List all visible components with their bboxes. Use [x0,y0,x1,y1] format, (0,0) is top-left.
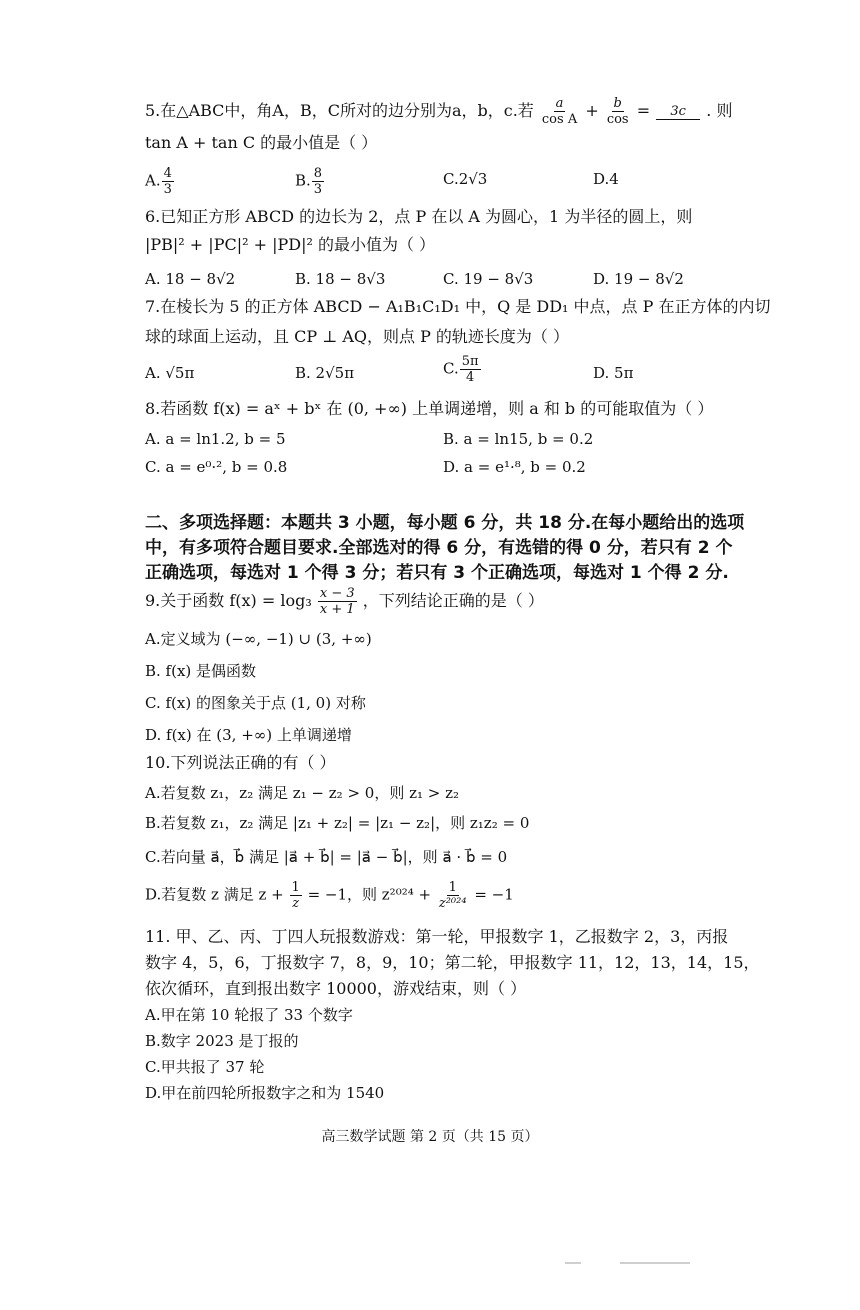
q9-fraction: $\frac{x - 3}{x + 1}$ [319,586,355,617]
q10-option-d: D.若复数 z 满足 z + $\frac{1}{z}$ = −1，则 z²⁰²⁴ + $\frac{1}{\text{z²⁰²⁴}}$ = −1 [145,880,514,911]
section-2-heading-line-3: 正确选项，每选对 1 个得 3 分；若只有 3 个正确选项，每选对 1 个得 2 分. [145,563,729,583]
q7-option-b: B. 2√5π [295,364,355,382]
q7-option-c: C. $\frac{5\pi}{4}$ [443,354,479,385]
q6-option-b: B. 18 − 8√3 [295,270,386,288]
q10-option-c: C.若向量 a⃗，b⃗ 满足 |a⃗ + b⃗| = |a⃗ − b⃗|，则 a⃗ · b⃗ = 0 [145,848,508,866]
q9-option-a: A.定义域为 (−∞, −1) ∪ (3, +∞) [145,630,372,648]
q8-option-d: D. a = e¹·⁸, b = 0.2 [443,458,586,476]
q9-option-c: C. f(x) 的图象关于点 (1, 0) 对称 [145,694,366,712]
question-5-stem: 5.在△ABC中，角A，B，C所对的边分别为a，b，c.若 $\frac{a}{\text{cos A}}$ + $\frac{b}{\cos}$ = 3c . 则 [145,96,733,127]
q5-option-c: C.2√3 [443,170,488,188]
q9-option-b: B. f(x) 是偶函数 [145,662,257,680]
q10-option-a: A.若复数 z₁，z₂ 满足 z₁ − z₂ > 0，则 z₁ > z₂ [145,784,460,802]
q5-option-d: D.4 [593,170,619,188]
q5-text: 5.在△ABC中，角A，B，C所对的边分别为a，b，c.若 [145,101,534,120]
q6-option-c: C. 19 − 8√3 [443,270,534,288]
scan-mark [565,1262,581,1264]
q10-option-b: B.若复数 z₁，z₂ 满足 |z₁ + z₂| = |z₁ − z₂|，则 z₁z₂ = 0 [145,814,530,832]
question-5-line-2: tan A + tan C 的最小值是（ ） [145,133,378,152]
q11-option-d: D.甲在前四轮所报数字之和为 1540 [145,1084,385,1102]
question-7-line-2: 球的球面上运动，且 CP ⊥ AQ，则点 P 的轨迹长度为（ ） [145,327,570,346]
q8-option-b: B. a = ln15, b = 0.2 [443,430,594,448]
q6-option-a: A. 18 − 8√2 [145,270,236,288]
q5-fraction-2: $\frac{b}{\cos}$ [606,96,629,127]
q7-option-d: D. 5π [593,364,634,382]
question-7-line-1: 7.在棱长为 5 的正方体 ABCD − A₁B₁C₁D₁ 中，Q 是 DD₁ 中点，点 P 在正方体的内切 [145,297,771,316]
section-2-heading-line-1: 二、多项选择题：本题共 3 小题，每小题 6 分，共 18 分.在每小题给出的选项 [145,513,745,533]
question-6-line-2: |PB|² + |PC|² + |PD|² 的最小值为（ ） [145,235,436,254]
page-footer: 高三数学试题 第 2 页（共 15 页） [321,1129,539,1145]
q9-option-d: D. f(x) 在 (3, +∞) 上单调递增 [145,726,352,744]
q11-option-c: C.甲共报了 37 轮 [145,1058,265,1076]
question-6-line-1: 6.已知正方形 ABCD 的边长为 2，点 P 在以 A 为圆心，1 为半径的圆上，则 [145,207,693,226]
question-11-line-1: 11. 甲、乙、丙、丁四人玩报数游戏：第一轮，甲报数字 1，乙报数字 2，3，丙报 [145,927,729,946]
question-9-stem: 9.关于函数 f(x) = log₃ $\frac{x - 3}{x + 1}$ ，下列结论正确的是（ ） [145,586,544,617]
q6-option-d: D. 19 − 8√2 [593,270,684,288]
q5-option-a: A. $\frac{4}{3}$ [145,166,172,197]
q5-option-b: B. $\frac{8}{3}$ [295,166,323,197]
q8-option-c: C. a = e⁰·², b = 0.8 [145,458,288,476]
question-11-line-3: 依次循环，直到报出数字 10000，游戏结束，则（ ） [145,979,527,998]
question-11-line-2: 数字 4，5，6，丁报数字 7，8，9，10；第二轮，甲报数字 11，12，13，14，15， [145,953,760,972]
question-10-stem: 10.下列说法正确的有（ ） [145,753,336,772]
question-8-stem: 8.若函数 f(x) = aˣ + bˣ 在 (0, +∞) 上单调递增，则 a 和 b 的可能取值为（ ） [145,399,714,418]
q5-fraction-1: $\frac{a}{\text{cos A}}$ [541,96,578,127]
q7-option-a: A. √5π [145,364,195,382]
q8-option-a: A. a = ln1.2, b = 5 [145,430,286,448]
q11-option-b: B.数字 2023 是丁报的 [145,1032,299,1050]
scan-mark [620,1262,690,1264]
q11-option-a: A.甲在第 10 轮报了 33 个数字 [145,1006,353,1024]
q5-fraction-3: 3c [656,104,700,120]
section-2-heading-line-2: 中，有多项符合题目要求.全部选对的得 6 分，有选错的得 0 分，若只有 2 个 [145,538,733,558]
